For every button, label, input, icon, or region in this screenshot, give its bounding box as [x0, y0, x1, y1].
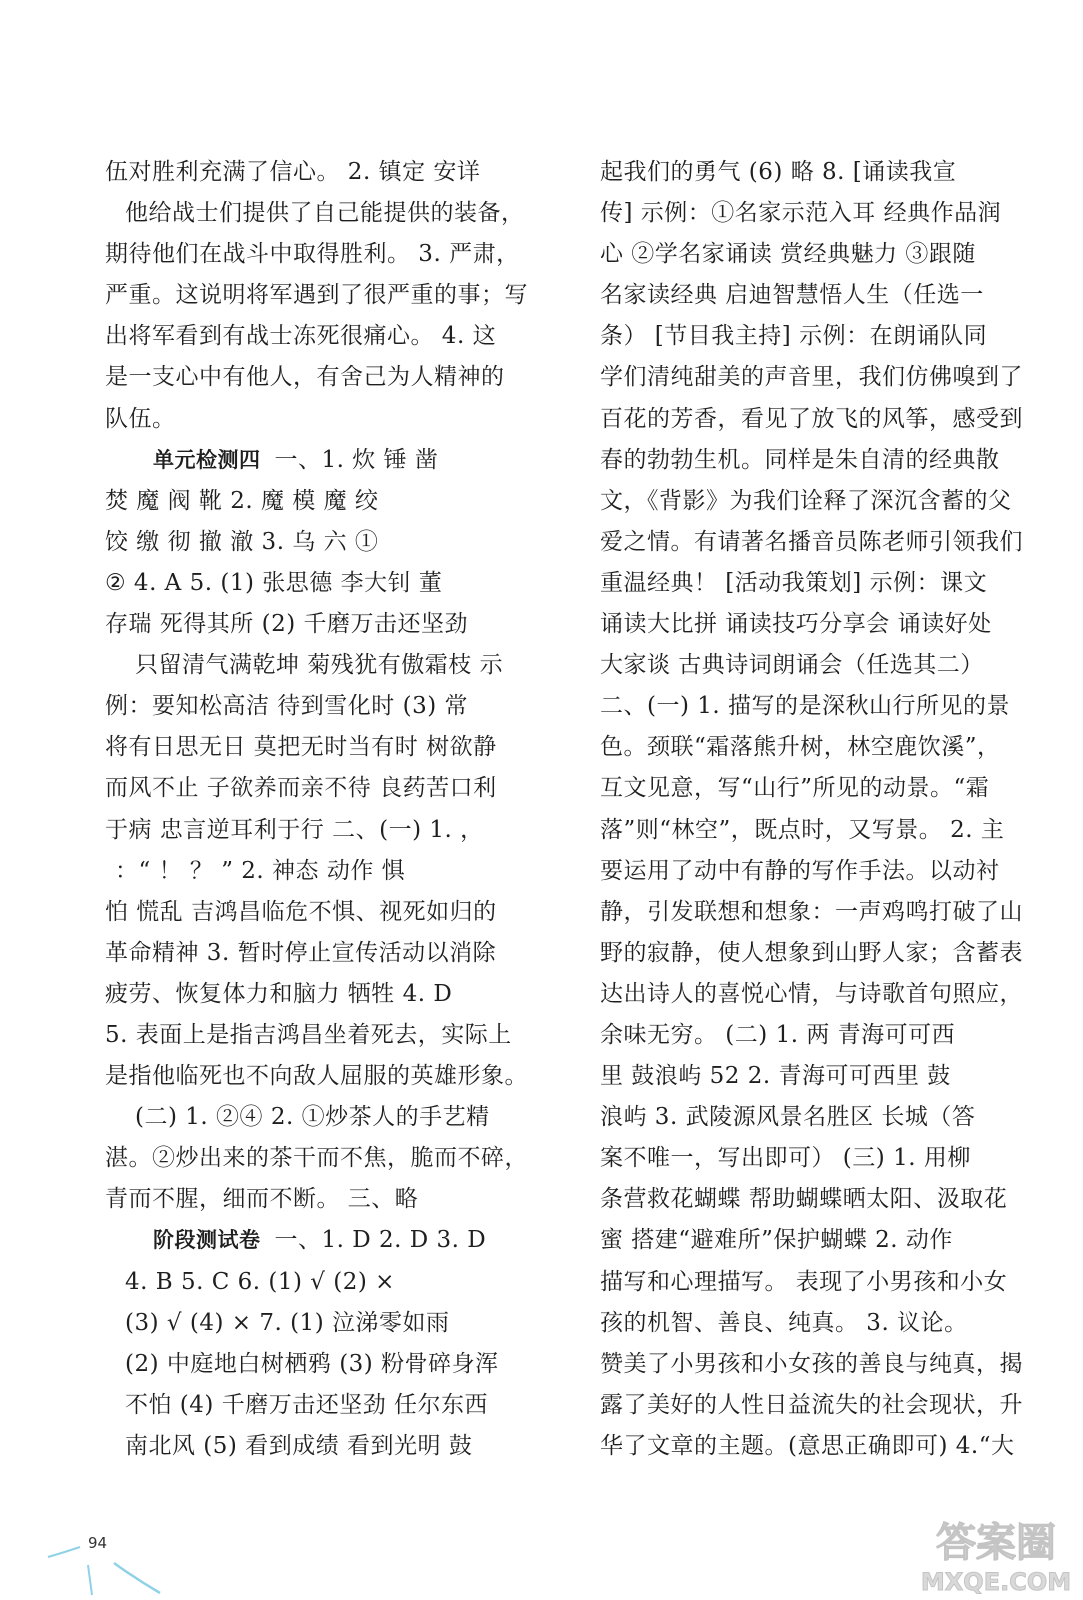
text-line — [600, 563, 1025, 604]
line-text: 蜜 搭建“避难所”保护蝴蝶 2. 动作 — [600, 1227, 953, 1254]
line-text: 大家谈 古典诗词朗诵会（任选其二） — [600, 652, 984, 679]
line-text: 一、1. 炊 锤 凿 — [274, 446, 439, 473]
line-text: 怕 慌乱 吉鸿昌临危不惧、视死如归的 — [105, 898, 497, 925]
text-line — [105, 1097, 535, 1138]
line-text: 只留清气满乾坤 菊残犹有傲霜枝 示 — [135, 652, 504, 679]
text-line — [105, 563, 535, 604]
line-text: 达出诗人的喜悦心情，与诗歌首句照应， — [600, 980, 1023, 1007]
section-heading: 单元检测四 — [153, 447, 261, 472]
section-heading: 阶段测试卷 — [153, 1228, 261, 1253]
svg-text:MXQE.COM: MXQE.COM — [921, 1568, 1071, 1596]
line-text: 赞美了小男孩和小女孩的善良与纯真，揭 — [600, 1350, 1023, 1377]
right-text-column — [600, 152, 1025, 1467]
line-text: 文，《背影》为我们诠释了深沉含蓄的父 — [600, 487, 1012, 514]
text-line — [600, 1015, 1025, 1056]
text-line — [600, 275, 1025, 316]
text-line — [600, 645, 1025, 686]
line-text: (二) 1. ②④ 2. ①炒茶人的手艺精 — [135, 1104, 490, 1131]
text-line — [600, 974, 1025, 1015]
text-line — [105, 727, 535, 768]
line-text: 条营救花蝴蝶 帮助蝴蝶晒太阳、汲取花 — [600, 1186, 1008, 1213]
line-text: 传] 示例：①名家示范入耳 经典作品润 — [600, 200, 1002, 227]
left-text-column — [105, 152, 535, 1467]
text-line — [105, 645, 535, 686]
line-text: 爱之情。有请著名播音员陈老师引领我们 — [600, 528, 1023, 555]
line-text: 他给战士们提供了自己能提供的装备， — [125, 200, 525, 227]
text-line — [105, 193, 535, 234]
text-line — [105, 851, 535, 892]
text-line — [105, 481, 535, 522]
line-text: 焚 魔 阀 靴 2. 魔 模 魔 绞 — [105, 487, 379, 514]
line-text: 4. B 5. C 6. (1) √ (2) × — [125, 1268, 395, 1295]
text-line — [600, 1344, 1025, 1385]
text-line — [105, 1262, 535, 1303]
text-line — [600, 1426, 1025, 1467]
text-line — [105, 440, 535, 481]
text-line — [105, 1138, 535, 1179]
line-text: 露了美好的人性日益流失的社会现状，升 — [600, 1391, 1023, 1418]
text-line — [105, 316, 535, 357]
line-text: 疲劳、恢复体力和脑力 牺牲 4. D — [105, 980, 453, 1007]
text-line — [105, 522, 535, 563]
text-line — [105, 1426, 535, 1467]
text-line — [600, 234, 1025, 275]
text-line — [600, 686, 1025, 727]
line-text: 5. 表面上是指吉鸿昌坐着死去，实际上 — [105, 1021, 512, 1048]
line-text: 是指他临死也不向敌人屈服的英雄形象。 — [105, 1063, 528, 1090]
text-line — [600, 892, 1025, 933]
text-line — [600, 1056, 1025, 1097]
text-line — [105, 275, 535, 316]
line-text: 例：要知松高洁 待到雪化时 (3) 常 — [105, 693, 469, 720]
line-text: 华了文章的主题。(意思正确即可) 4.“大 — [600, 1432, 1015, 1459]
text-line — [600, 727, 1025, 768]
text-line — [105, 933, 535, 974]
text-line — [105, 1344, 535, 1385]
text-line — [600, 851, 1025, 892]
text-line — [105, 1015, 535, 1056]
line-text: 静，引发联想和想象：一声鸡鸣打破了山 — [600, 898, 1023, 925]
line-text: 队伍。 — [105, 405, 176, 432]
site-watermark-logo — [921, 1510, 1071, 1598]
line-text: 伍对胜利充满了信心。 2. 镇定 安详 — [105, 159, 481, 185]
text-line — [600, 1179, 1025, 1220]
line-text: 孩的机智、善良、纯真。 3. 议论。 — [600, 1309, 968, 1336]
line-text: 一、1. D 2. D 3. D — [274, 1227, 487, 1254]
text-line — [600, 1303, 1025, 1344]
line-text: 条） [节目我主持] 示例：在朗诵队同 — [600, 323, 988, 350]
line-text: 描写和心理描写。 表现了小男孩和小女 — [600, 1268, 1008, 1295]
text-line — [600, 1262, 1025, 1303]
text-line — [600, 193, 1025, 234]
line-text: 色。颈联“霜落熊升树，林空鹿饮溪”， — [600, 734, 1001, 761]
line-text: ：“ ！ ？ ” 2. 神态 动作 惧 — [115, 857, 406, 884]
line-text: 将有日思无日 莫把无时当有时 树欲静 — [105, 734, 497, 761]
text-line — [600, 152, 1025, 193]
text-line — [600, 440, 1025, 481]
svg-text:答案圈: 答案圈 — [936, 1520, 1056, 1566]
text-line — [600, 604, 1025, 645]
text-line — [105, 1179, 535, 1220]
line-text: 重温经典！ [活动我策划] 示例：课文 — [600, 569, 988, 596]
text-line — [600, 316, 1025, 357]
text-line — [600, 1097, 1025, 1138]
line-text: 饺 缴 彻 撤 澈 3. 乌 六 ① — [105, 528, 379, 555]
text-line — [105, 1303, 535, 1344]
text-line — [600, 481, 1025, 522]
text-line — [105, 1220, 535, 1261]
text-line — [105, 152, 535, 193]
line-text: 诵读大比拼 诵读技巧分享会 诵读好处 — [600, 611, 992, 638]
text-line — [105, 892, 535, 933]
line-text: 学们清纯甜美的声音里，我们仿佛嗅到了 — [600, 364, 1023, 391]
line-text: 出将军看到有战士冻死很痛心。 4. 这 — [105, 323, 497, 350]
text-line — [105, 604, 535, 645]
line-text: 南北风 (5) 看到成绩 看到光明 鼓 — [125, 1432, 473, 1459]
line-text: 起我们的勇气 (6) 略 8. [诵读我宣 — [600, 159, 957, 185]
text-line — [600, 933, 1025, 974]
line-text: 严重。这说明将军遇到了很严重的事；写 — [105, 282, 528, 309]
line-text: 青而不腥，细而不断。 三、略 — [105, 1186, 419, 1213]
text-line — [105, 399, 535, 440]
line-text: 心 ②学名家诵读 赏经典魅力 ③跟随 — [600, 241, 976, 268]
line-text: 革命精神 3. 暂时停止宣传活动以消除 — [105, 939, 497, 966]
text-line — [105, 1056, 535, 1097]
line-text: 存瑞 死得其所 (2) 千磨万击还坚劲 — [105, 611, 469, 638]
text-line — [600, 522, 1025, 563]
line-text: 互文见意，写“山行”所见的动景。“霜 — [600, 775, 990, 802]
text-line — [600, 1385, 1025, 1426]
text-line — [105, 768, 535, 809]
text-line — [600, 357, 1025, 398]
text-line — [105, 234, 535, 275]
line-text: ② 4. A 5. (1) 张思德 李大钊 董 — [105, 569, 443, 596]
line-text: 而风不止 子欲养而亲不待 良药苦口利 — [105, 775, 497, 802]
line-text: 落”则“林空”，既点时，又写景。 2. 主 — [600, 816, 1005, 843]
line-text: 浪屿 3. 武陵源风景名胜区 长城（答 — [600, 1104, 976, 1131]
line-text: 名家读经典 启迪智慧悟人生（任选一 — [600, 282, 984, 309]
line-text: 春的勃勃生机。同样是朱自清的经典散 — [600, 446, 1000, 473]
text-line — [600, 399, 1025, 440]
line-text: 案不唯一，写出即可） (三) 1. 用柳 — [600, 1145, 971, 1172]
line-text: (2) 中庭地白树栖鸦 (3) 粉骨碎身浑 — [125, 1350, 499, 1377]
text-line — [105, 974, 535, 1015]
line-text: 要运用了动中有静的写作手法。以动衬 — [600, 857, 1000, 884]
line-text: 野的寂静，使人想象到山野人家；含蓄表 — [600, 939, 1023, 966]
line-text: 期待他们在战斗中取得胜利。 3. 严肃， — [105, 241, 520, 268]
text-line — [105, 357, 535, 398]
line-text: 余味无穷。 (二) 1. 两 青海可可西 — [600, 1021, 956, 1048]
line-text: 是一支心中有他人，有舍己为人精神的 — [105, 364, 505, 391]
text-line — [105, 686, 535, 727]
line-text: 湛。②炒出来的茶干而不焦，脆而不碎， — [105, 1145, 528, 1172]
line-text: (3) √ (4) × 7. (1) 泣涕零如雨 — [125, 1309, 450, 1336]
text-line — [600, 1138, 1025, 1179]
text-line — [600, 1220, 1025, 1261]
text-line — [105, 810, 535, 851]
text-line — [105, 1385, 535, 1426]
line-text: 二、(一) 1. 描写的是深秋山行所见的景 — [600, 693, 1011, 720]
line-text: 于病 忠言逆耳利于行 二、(一) 1. ， — [105, 816, 484, 843]
line-text: 里 鼓浪屿 52 2. 青海可可西里 鼓 — [600, 1063, 951, 1090]
text-line — [600, 810, 1025, 851]
text-line — [600, 768, 1025, 809]
page-number: 94 — [88, 1534, 108, 1552]
line-text: 不怕 (4) 千磨万击还坚劲 任尔东西 — [125, 1391, 489, 1418]
line-text: 百花的芳香，看见了放飞的风筝，感受到 — [600, 405, 1023, 432]
